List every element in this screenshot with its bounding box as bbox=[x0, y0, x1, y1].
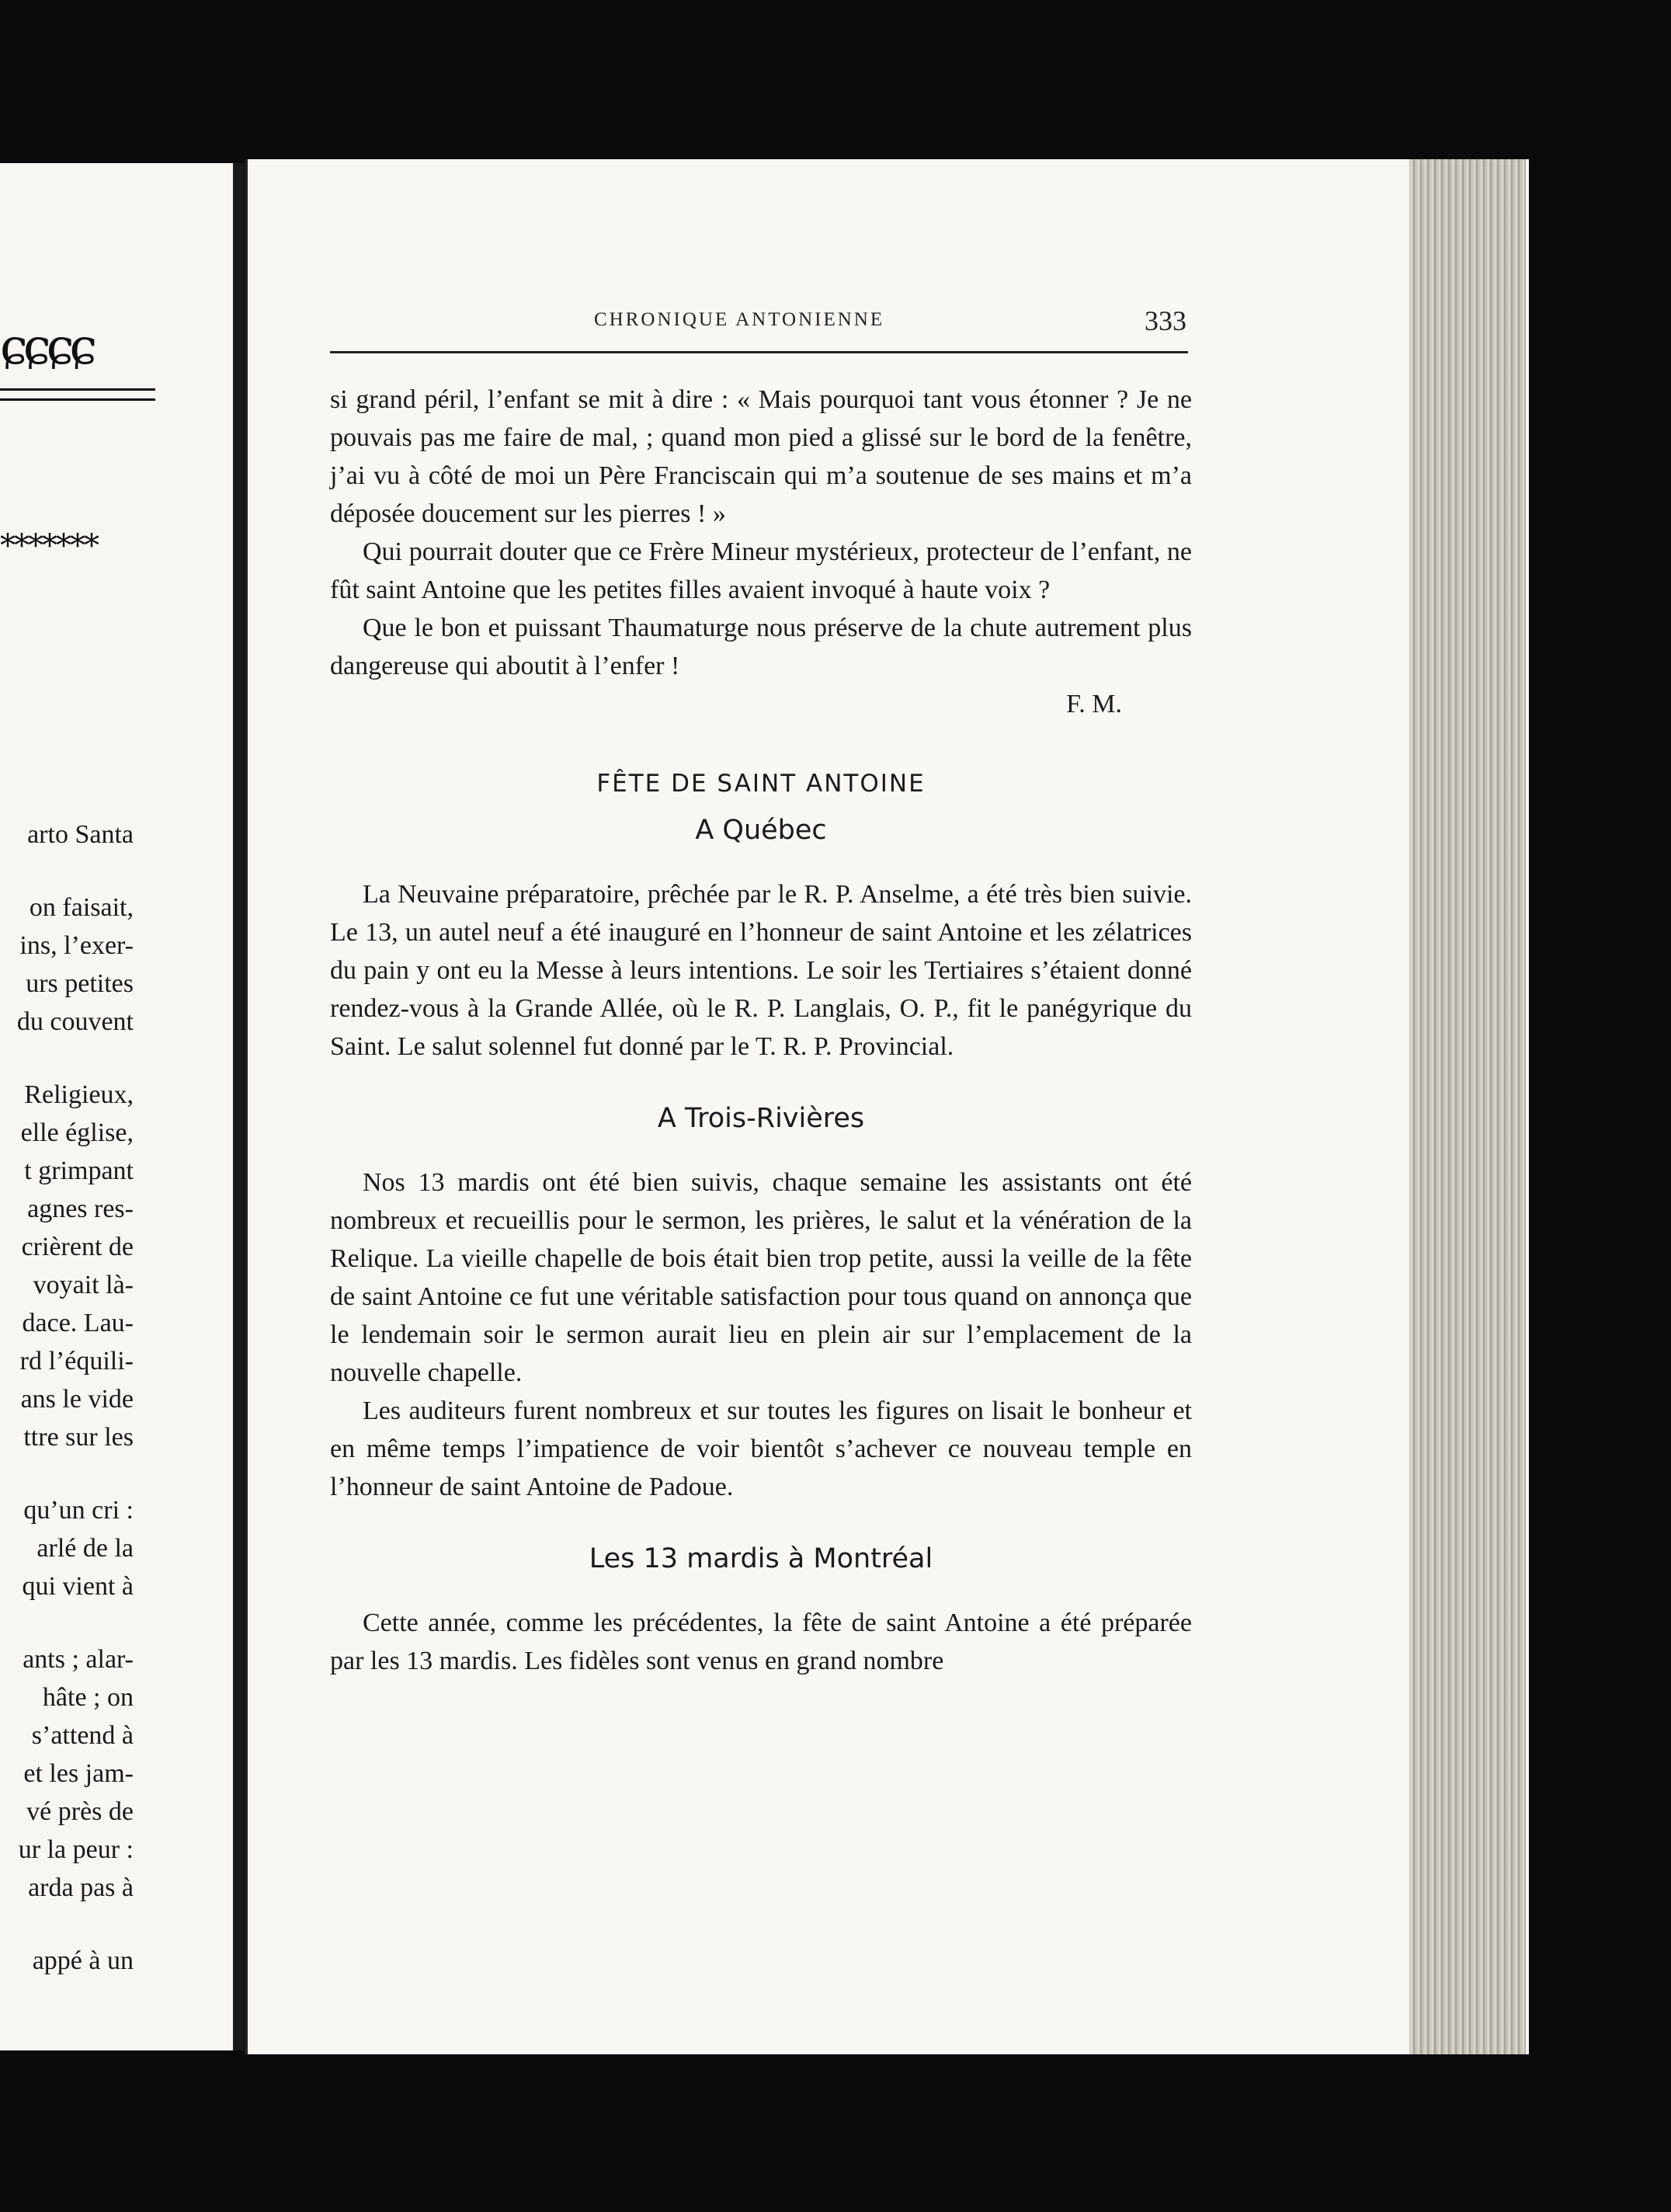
signature: F. M. bbox=[1066, 690, 1122, 718]
left-text-gap bbox=[0, 1041, 134, 1076]
left-text-line: s’attend à bbox=[31, 1721, 134, 1750]
left-text-line: du couvent bbox=[16, 1007, 134, 1036]
left-text-line: voyait là- bbox=[33, 1271, 134, 1299]
left-text-line: on faisait, bbox=[29, 893, 134, 922]
left-text-line: urs petites bbox=[26, 969, 134, 998]
left-text-line: qu’un cri : bbox=[23, 1496, 134, 1525]
main-text bbox=[330, 381, 1192, 1680]
page-header bbox=[330, 295, 1184, 357]
left-text-line: ttre sur les bbox=[23, 1423, 134, 1452]
subsection-title-trois-rivieres: A Trois-Rivières bbox=[657, 1103, 865, 1134]
left-text-line: ins, l’exer- bbox=[19, 931, 134, 960]
left-text-gap bbox=[0, 854, 134, 889]
ornament: ɕɕɕɕ bbox=[0, 318, 93, 376]
star-divider: ******* bbox=[0, 528, 98, 564]
paragraph: Qui pourrait douter que ce Frère Mineur mystérieux, protecteur de l’enfant, ne fût saint Antoine que les petites filles avaient invoqué à haute voix ? bbox=[330, 537, 1192, 604]
subsection-title-montreal: Les 13 mardis à Montréal bbox=[589, 1543, 933, 1574]
left-text-line: arda pas à bbox=[28, 1873, 134, 1902]
left-text-line: ans le vide bbox=[20, 1385, 134, 1414]
left-text-line: ur la peur : bbox=[18, 1835, 134, 1864]
page-number: 333 bbox=[1145, 305, 1186, 336]
paragraph: si grand péril, l’enfant se mit à dire : « Mais pourquoi tant vous étonner ? Je ne pouvais pas me faire de mal, ; quand mon pied a glissé sur le bord de la fenêtre, j’ai vu à côté de moi un Père Franciscain qui m’a soutenue de ses mains et m’a déposée doucement sur les pierres ! » bbox=[330, 385, 1192, 528]
left-text-gap bbox=[0, 1456, 134, 1491]
left-text-line: ants ; alar- bbox=[23, 1645, 134, 1674]
page-edges bbox=[1409, 159, 1526, 2054]
left-text-line: vé près de bbox=[26, 1797, 134, 1826]
paragraph: Les auditeurs furent nombreux et sur toutes les figures on lisait le bonheur et en même temps l’impatience de voir bientôt s’achever ce nouveau temple en l’honneur de saint Antoine de Padoue. bbox=[330, 1396, 1192, 1501]
paragraph: Cette année, comme les précédentes, la fête de saint Antoine a été préparée par les 13 mardis. Les fidèles sont venus en grand nombre bbox=[330, 1609, 1192, 1675]
header-rule bbox=[330, 351, 1188, 353]
left-text-line: agnes res- bbox=[27, 1195, 134, 1223]
left-page bbox=[0, 163, 244, 2050]
left-text-line: arlé de la bbox=[36, 1534, 134, 1563]
paragraph: Nos 13 mardis ont été bien suivis, chaque semaine les assistants ont été nombreux et recueillis pour le sermon, les prières, le salut et la vénération de la Relique. La vieille chapelle de bois était bien trop petite, aussi la veille de la fête de saint Antoine ce fut une véritable satisfaction pour tous quand on annonça que le lendemain soir le sermon aurait lieu en plein air sur l’emplacement de la nouvelle chapelle. bbox=[330, 1168, 1192, 1387]
left-text-line: hâte ; on bbox=[42, 1683, 134, 1712]
left-text-line: appé à un bbox=[32, 1946, 134, 1975]
left-text-gap bbox=[0, 1605, 134, 1640]
left-text-line: elle église, bbox=[20, 1118, 134, 1147]
section-title: FÊTE DE SAINT ANTOINE bbox=[596, 770, 926, 798]
left-text-line: rd l’équili- bbox=[19, 1347, 134, 1376]
left-text-line: arto Santa bbox=[27, 820, 134, 849]
ornament-rule bbox=[0, 388, 155, 401]
paragraph: Que le bon et puissant Thaumaturge nous préserve de la chute autrement plus dangereuse qui aboutit à l’enfer ! bbox=[330, 614, 1192, 680]
subsection-title-quebec: A Québec bbox=[695, 815, 827, 846]
paragraph: La Neuvaine préparatoire, prêchée par le R. P. Anselme, a été très bien suivie. Le 13, un autel neuf a été inauguré en l’honneur de saint Antoine et les zélatrices du pain y ont eu la Messe à leurs intentions. Le soir les Tertiaires s’étaient donné rendez-vous à la Grande Allée, où le R. P. Langlais, O. P., fit le panégyrique du Saint. Le salut solennel fut donné par le T. R. P. Provincial. bbox=[330, 880, 1192, 1061]
left-page-text bbox=[0, 816, 134, 1980]
left-text-line: t grimpant bbox=[24, 1156, 134, 1185]
left-text-line: qui vient à bbox=[22, 1572, 134, 1601]
left-text-line: et les jam- bbox=[23, 1759, 134, 1788]
left-text-gap bbox=[0, 1907, 134, 1942]
left-text-line: crièrent de bbox=[21, 1233, 134, 1261]
left-text-line: Religieux, bbox=[24, 1080, 134, 1109]
running-head: CHRONIQUE ANTONIENNE bbox=[594, 309, 885, 330]
left-text-line: dace. Lau- bbox=[22, 1309, 134, 1337]
